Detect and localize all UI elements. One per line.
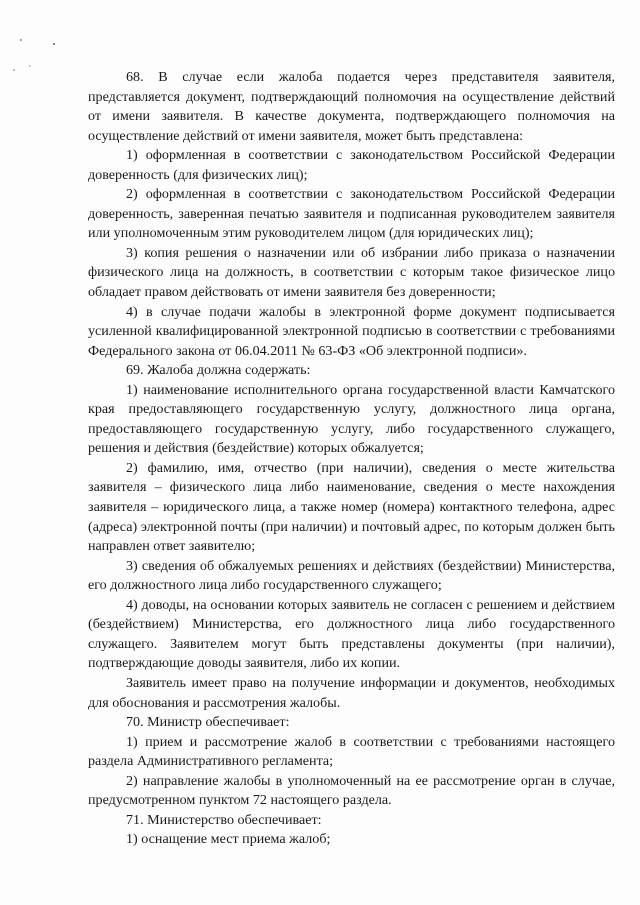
speck xyxy=(53,43,55,45)
paragraph-69-item-3: 3) сведения об обжалуемых решениях и действиях (бездействии) Министерства, его должностного лица либо государственного служащего; xyxy=(88,557,615,594)
document-body xyxy=(88,68,615,850)
paragraph-68-item-2: 2) оформленная в соответствии с законодательством Российской Федерации доверенность, заверенная печатью заявителя и подписанная руководителем заявителя или уполномоченным этим руководителем лицом (для юридических лиц); xyxy=(88,186,615,242)
speck xyxy=(13,69,15,71)
paragraph-71-item-1: 1) оснащение мест приема жалоб; xyxy=(126,831,331,848)
paragraph-68-item-4: 4) в случае подачи жалобы в электронной форме документ подписывается усиленной квалифицированной электронной подписью в соответствии с требованиями Федерального закона от 06.04.2011 № 63-ФЗ «Об электронной подписи». xyxy=(88,303,615,359)
paragraph-70: 70. Министр обеспечивает: xyxy=(126,714,290,731)
paragraph-71: 71. Министерство обеспечивает: xyxy=(126,811,322,828)
paragraph-69: 69. Жалоба должна содержать: xyxy=(126,362,311,379)
paragraph-68-item-1: 1) оформленная в соответствии с законодательством Российской Федерации доверенность (для физических лиц); xyxy=(88,147,615,183)
paragraph-69-note: Заявитель имеет право на получение информации и документов, необходимых для обоснования и рассмотрения жалобы. xyxy=(88,674,615,711)
speck xyxy=(29,65,30,66)
paragraph-68-item-3: 3) копия решения о назначении или об избрании либо приказа о назначении физического лица на должность, в соответствии с которым такое физическое лицо обладает правом действовать от имени заявителя без доверенности; xyxy=(88,244,615,301)
paragraph-68: 68. В случае если жалоба подается через представителя заявителя, представляется документ, подтверждающий полномочия на осуществление действий от имени заявителя. В качестве документа, подтверждающего полномочия на осуществление действий от имени заявителя, может быть представлена: xyxy=(88,69,615,144)
paragraph-70-item-2: 2) направление жалобы в уполномоченный на ее рассмотрение орган в случае, предусмотренном пунктом 72 настоящего раздела. xyxy=(88,772,615,809)
paragraph-69-item-2: 2) фамилию, имя, отчество (при наличии), сведения о месте жительства заявителя – физического лица либо наименование, сведения о месте нахождения заявителя – юридического лица, а также номер (номера) контактного телефона, адрес (адреса) электронной почты (при наличии) и почтовый адрес, по которым должен быть направлен ответ заявителю; xyxy=(88,459,615,555)
paragraph-69-item-1: 1) наименование исполнительного органа государственной власти Камчатского края предоставляющего государственную услугу, должностного лица органа, предоставляющего государственную услугу, либо государственного служащего, решения и действия (бездействие) которых обжалуется; xyxy=(88,381,615,457)
speck xyxy=(20,39,22,41)
paragraph-69-item-4: 4) доводы, на основании которых заявитель не согласен с решением и действием (бездействием) Министерства, его должностного лица либо государственного служащего. Заявителем могут быть представлены документы (при наличии), подтверждающие доводы заявителя, либо их копии. xyxy=(88,596,615,672)
paragraph-70-item-1: 1) прием и рассмотрение жалоб в соответствии с требованиями настоящего раздела Административного регламента; xyxy=(88,733,615,770)
